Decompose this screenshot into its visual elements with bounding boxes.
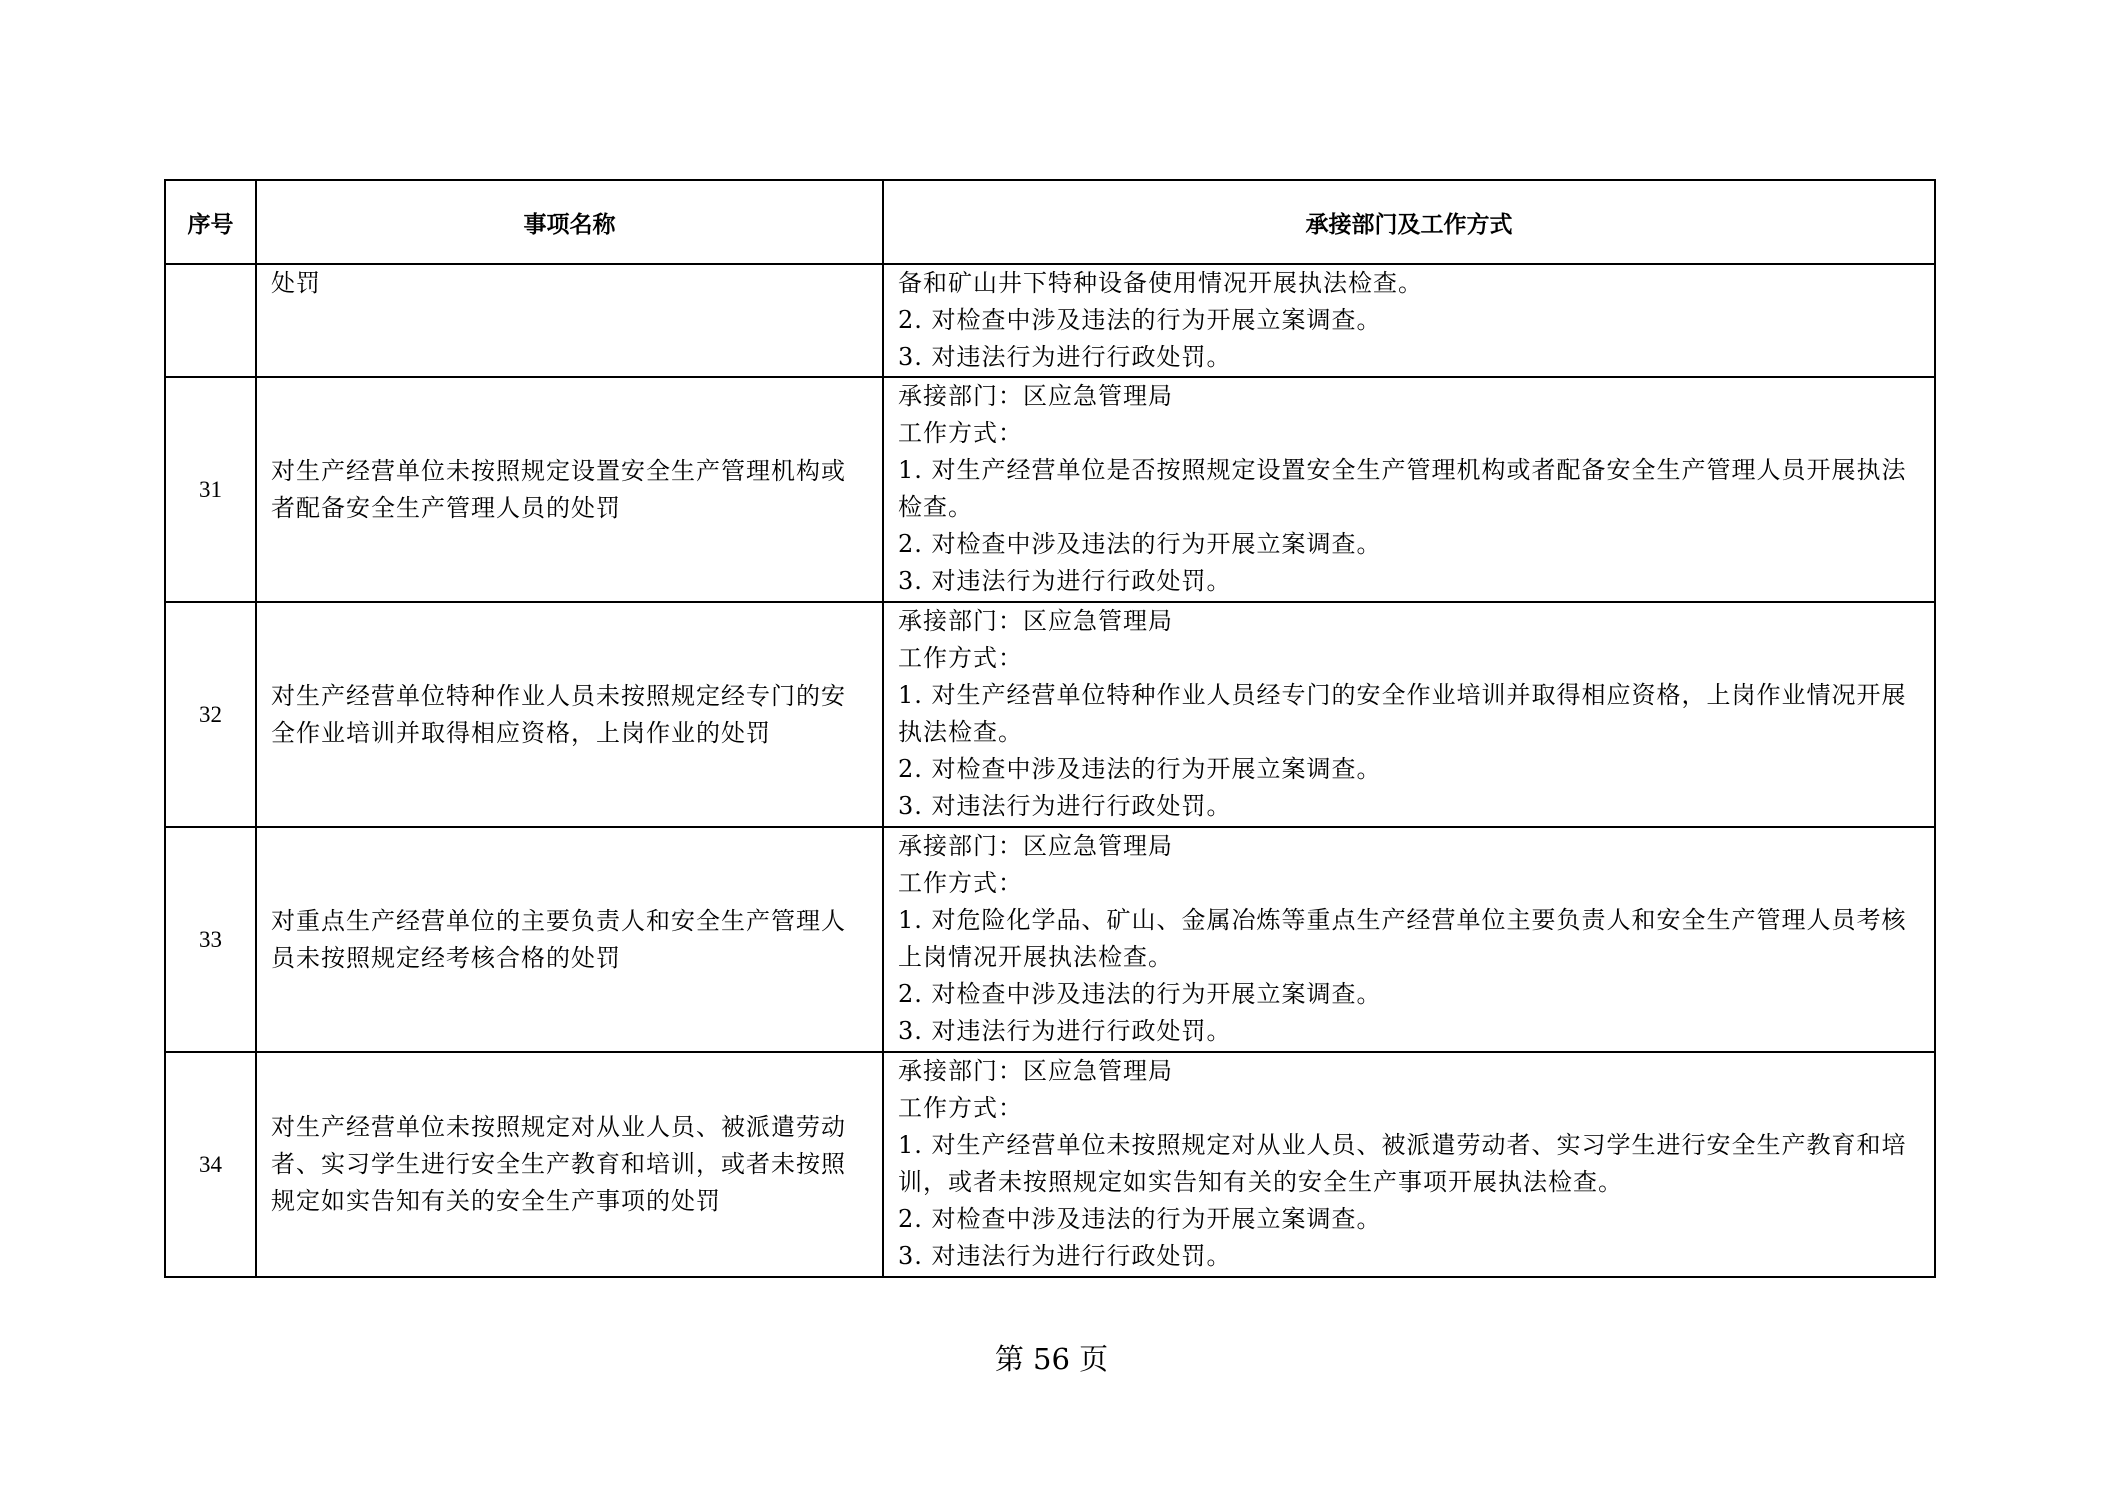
dept-line: 2. 对检查中涉及违法的行为开展立案调查。 xyxy=(898,755,1382,783)
dept-line: 3. 对违法行为进行行政处罚。 xyxy=(898,567,1232,595)
item-name: 对重点生产经营单位的主要负责人和安全生产管理人员未按照规定经考核合格的处罚 xyxy=(256,827,883,1052)
row-number: 32 xyxy=(165,602,256,827)
dept-line: 3. 对违法行为进行行政处罚。 xyxy=(898,792,1232,820)
page-number: 第 56 页 xyxy=(994,1342,1109,1376)
dept-line: 1. 对生产经营单位特种作业人员经专门的安全作业培训并取得相应资格，上岗作业情况开展执法检查。 xyxy=(898,681,1907,746)
dept-line: 承接部门：区应急管理局 xyxy=(898,1057,1173,1085)
dept-line: 2. 对检查中涉及违法的行为开展立案调查。 xyxy=(898,980,1382,1008)
dept-line: 1. 对危险化学品、矿山、金属冶炼等重点生产经营单位主要负责人和安全生产管理人员考核上岗情况开展执法检查。 xyxy=(898,906,1907,971)
dept-method xyxy=(883,264,1935,377)
dept-method xyxy=(883,602,1935,827)
item-name: 对生产经营单位特种作业人员未按照规定经专门的安全作业培训并取得相应资格，上岗作业的处罚 xyxy=(256,602,883,827)
dept-method xyxy=(883,377,1935,602)
dept-line: 备和矿山井下特种设备使用情况开展执法检查。 xyxy=(898,269,1423,297)
dept-line: 承接部门：区应急管理局 xyxy=(898,607,1173,635)
dept-line: 2. 对检查中涉及违法的行为开展立案调查。 xyxy=(898,530,1382,558)
header-no: 序号 xyxy=(165,180,256,264)
row-number: 33 xyxy=(165,827,256,1052)
dept-line: 工作方式： xyxy=(898,869,1023,897)
table-row xyxy=(165,1052,1935,1277)
item-name: 对生产经营单位未按照规定对从业人员、被派遣劳动者、实习学生进行安全生产教育和培训，或者未按照规定如实告知有关的安全生产事项的处罚 xyxy=(256,1052,883,1277)
items-table xyxy=(164,179,1936,1278)
dept-line: 承接部门：区应急管理局 xyxy=(898,832,1173,860)
dept-line: 3. 对违法行为进行行政处罚。 xyxy=(898,343,1232,371)
table-row-continuation xyxy=(165,264,1935,377)
item-name: 对生产经营单位未按照规定设置安全生产管理机构或者配备安全生产管理人员的处罚 xyxy=(256,377,883,602)
dept-line: 工作方式： xyxy=(898,1094,1023,1122)
header-dept: 承接部门及工作方式 xyxy=(883,180,1935,264)
table-header-row xyxy=(165,180,1935,264)
header-name: 事项名称 xyxy=(256,180,883,264)
dept-method xyxy=(883,827,1935,1052)
dept-line: 3. 对违法行为进行行政处罚。 xyxy=(898,1017,1232,1045)
dept-line: 1. 对生产经营单位未按照规定对从业人员、被派遣劳动者、实习学生进行安全生产教育和培训，或者未按照规定如实告知有关的安全生产事项开展执法检查。 xyxy=(898,1131,1907,1196)
dept-line: 2. 对检查中涉及违法的行为开展立案调查。 xyxy=(898,306,1382,334)
dept-line: 1. 对生产经营单位是否按照规定设置安全生产管理机构或者配备安全生产管理人员开展执法检查。 xyxy=(898,456,1907,521)
dept-line: 2. 对检查中涉及违法的行为开展立案调查。 xyxy=(898,1205,1382,1233)
dept-line: 工作方式： xyxy=(898,419,1023,447)
item-name: 处罚 xyxy=(256,264,883,377)
dept-line: 承接部门：区应急管理局 xyxy=(898,382,1173,410)
table-row xyxy=(165,377,1935,602)
table-row xyxy=(165,602,1935,827)
row-number xyxy=(165,264,256,377)
dept-method xyxy=(883,1052,1935,1277)
row-number: 34 xyxy=(165,1052,256,1277)
dept-line: 3. 对违法行为进行行政处罚。 xyxy=(898,1242,1232,1270)
row-number: 31 xyxy=(165,377,256,602)
table-row xyxy=(165,827,1935,1052)
dept-line: 工作方式： xyxy=(898,644,1023,672)
